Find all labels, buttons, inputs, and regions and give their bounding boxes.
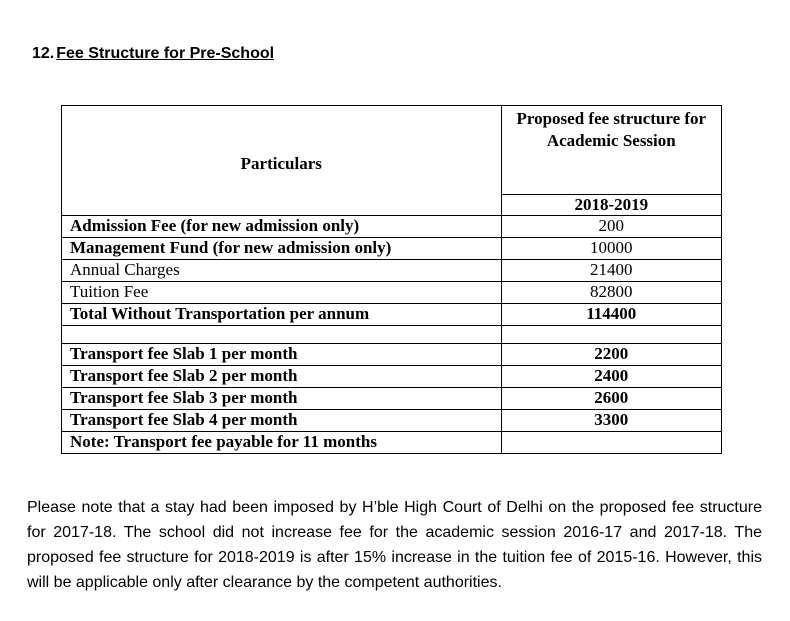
transport-value: 3300 bbox=[501, 409, 721, 431]
section-number: 12. bbox=[32, 45, 55, 62]
table-row bbox=[62, 215, 722, 237]
row-value: 21400 bbox=[501, 259, 721, 281]
row-label: Management Fund (for new admission only) bbox=[62, 237, 502, 259]
row-value: 82800 bbox=[501, 281, 721, 303]
table-spacer-row bbox=[62, 325, 722, 343]
row-value: 200 bbox=[501, 215, 721, 237]
note-row bbox=[62, 431, 722, 453]
table-row bbox=[62, 259, 722, 281]
transport-value: 2400 bbox=[501, 365, 721, 387]
header-particulars: Particulars bbox=[62, 106, 502, 195]
transport-label: Transport fee Slab 2 per month bbox=[62, 365, 502, 387]
table-row bbox=[62, 237, 722, 259]
stay-notice-paragraph: Please note that a stay had been imposed by H’ble High Court of Delhi on the proposed fee structure for 2017-18. The school did not increase fee for the academic session 2016-17 and 2017-18. The proposed fee structure for 2018-2019 is after 15% increase in the tuition fee of 2015-16. However, this will be applicable only after clearance by the competent authorities. bbox=[27, 499, 762, 591]
transport-value: 2200 bbox=[501, 343, 721, 365]
transport-label: Transport fee Slab 3 per month bbox=[62, 387, 502, 409]
transport-label: Transport fee Slab 4 per month bbox=[62, 409, 502, 431]
section-title: Fee Structure for Pre-School bbox=[56, 45, 275, 62]
transport-row bbox=[62, 409, 722, 431]
header-proposed: Proposed fee structure for Academic Session bbox=[501, 106, 721, 195]
row-label: Annual Charges bbox=[62, 259, 502, 281]
transport-row bbox=[62, 343, 722, 365]
transport-label: Transport fee Slab 1 per month bbox=[62, 343, 502, 365]
spacer-cell bbox=[62, 325, 502, 343]
session-blank-cell bbox=[62, 194, 502, 215]
table-session-row bbox=[62, 194, 722, 215]
table-row-total bbox=[62, 303, 722, 325]
transport-row bbox=[62, 365, 722, 387]
transport-row bbox=[62, 387, 722, 409]
fee-table bbox=[61, 105, 722, 454]
transport-note: Note: Transport fee payable for 11 months bbox=[62, 431, 502, 453]
table-header-row bbox=[62, 106, 722, 195]
table-row bbox=[62, 281, 722, 303]
header-session: 2018-2019 bbox=[501, 194, 721, 215]
section-heading bbox=[32, 45, 274, 63]
transport-value: 2600 bbox=[501, 387, 721, 409]
row-label: Admission Fee (for new admission only) bbox=[62, 215, 502, 237]
note-blank-cell bbox=[501, 431, 721, 453]
spacer-cell bbox=[501, 325, 721, 343]
row-label: Total Without Transportation per annum bbox=[62, 303, 502, 325]
row-label: Tuition Fee bbox=[62, 281, 502, 303]
row-value: 114400 bbox=[501, 303, 721, 325]
row-value: 10000 bbox=[501, 237, 721, 259]
